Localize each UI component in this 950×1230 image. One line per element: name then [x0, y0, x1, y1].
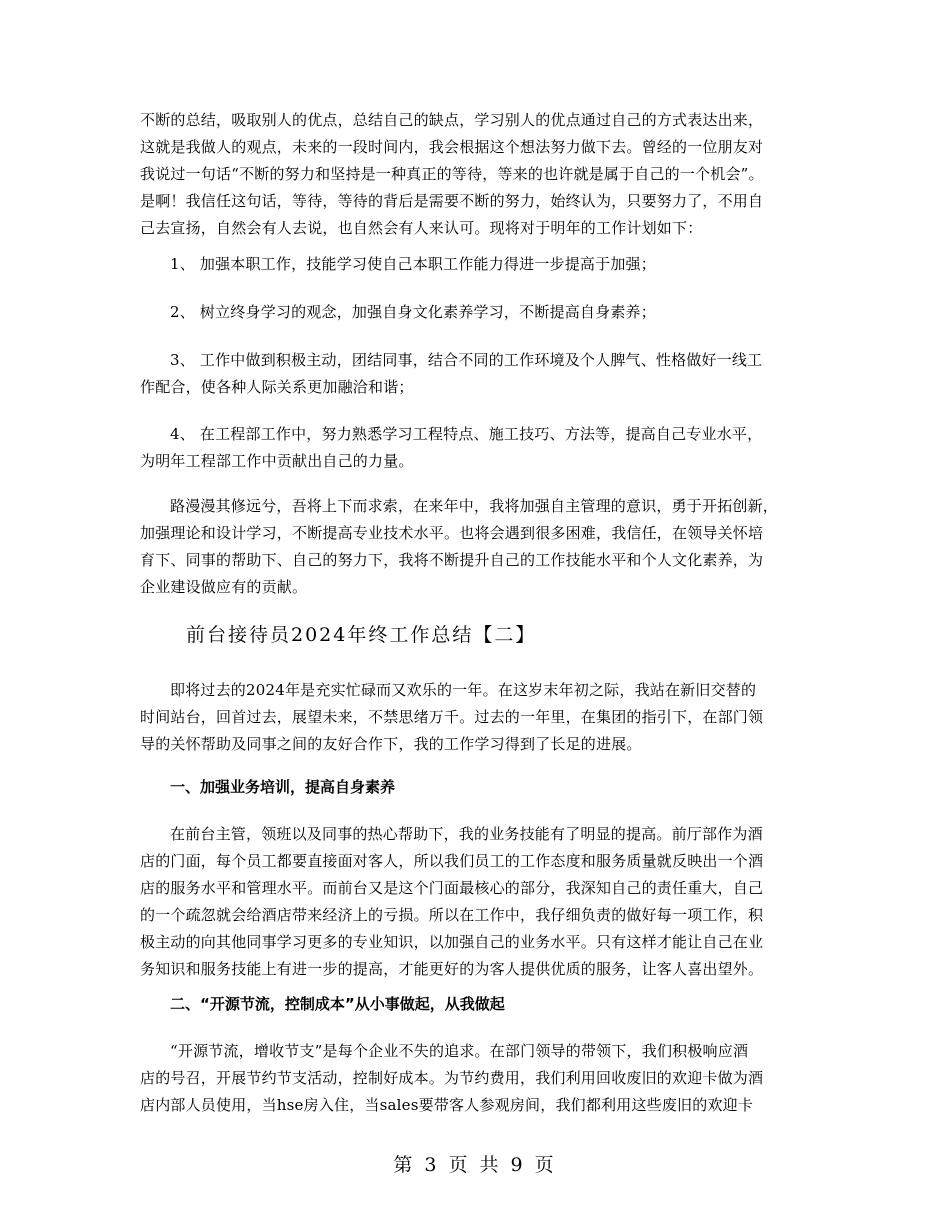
text-line: 店的服务水平和管理水平。而前台又是这个门面最核心的部分，我深知自己的责任重大，自己	[140, 879, 764, 897]
text-line: 在前台主管，领班以及同事的热心帮助下，我的业务技能有了明显的提高。前厅部作为酒	[170, 825, 763, 843]
section-title: 前台接待员2024年终工作总结【二】	[186, 624, 537, 646]
text-line: 的一个疏忽就会给酒店带来经济上的亏损。所以在工作中，我仔细负责的做好每一项工作，积	[140, 906, 764, 924]
text-line: 育下、同事的帮助下、自己的努力下，我将不断提升自己的工作技能水平和个人文化素养，为	[140, 551, 764, 569]
cost-control-paragraph	[140, 1038, 815, 1119]
plan-item-4	[140, 421, 815, 475]
text-line: 2、 树立终身学习的观念，加强自身文化素养学习，不断提高自身素养；	[170, 303, 656, 321]
text-line: 加强理论和设计学习，不断提高专业技术水平。也将会遇到很多困难，我信任，在领导关怀培	[140, 524, 764, 542]
text-line: 不断的总结，吸取别人的优点，总结自己的缺点，学习别人的优点通过自己的方式表达出来，	[140, 111, 764, 129]
text-line: 店内部人员使用，当hse房入住，当sales要带客人参观房间，我们都利用这些废旧的欢迎卡	[140, 1096, 754, 1114]
text-line: 己去宣扬，自然会有人去说，也自然会有人来认可。现将对于明年的工作计划如下：	[140, 219, 703, 237]
intro-paragraph	[140, 107, 815, 242]
closing-paragraph	[140, 493, 815, 601]
text-line: 是啊！我信任这句话，等待，等待的背后是需要不断的努力，始终认为，只要努力了，不用自	[140, 192, 764, 210]
text-line: 时间站台，回首过去，展望未来，不禁思绪万千。过去的一年里，在集团的指引下，在部门领	[140, 708, 764, 726]
plan-item-3	[140, 347, 815, 401]
page-number-footer: 第 3 页 共 9 页	[393, 1154, 557, 1176]
text-line: 店的号召，开展节约节支活动，控制好成本。为节约费用，我们利用回收废旧的欢迎卡做为酒	[140, 1069, 764, 1087]
text-line: 这就是我做人的观点，未来的一段时间内，我会根据这个想法努力做下去。曾经的一位朋友对	[140, 138, 764, 156]
text-line: 为明年工程部工作中贡献出自己的力量。	[140, 452, 414, 470]
training-paragraph	[140, 821, 815, 983]
text-line: 店的门面，每个员工都要直接面对客人，所以我们员工的工作态度和服务质量就反映出一个酒	[140, 852, 764, 870]
text-line: 3、 工作中做到积极主动，团结同事，结合不同的工作环境及个人脾气、性格做好一线工	[170, 351, 763, 369]
text-line: 极主动的向其他同事学习更多的专业知识，以加强自己的业务水平。只有这样才能让自己在业	[140, 933, 764, 951]
subheading-training: 一、加强业务培训，提高自身素养	[170, 778, 396, 796]
text-line: 导的关怀帮助及同事之间的友好合作下，我的工作学习得到了长足的进展。	[140, 735, 642, 753]
text-line: 我说过一句话“不断的努力和坚持是一种真正的等待，等来的也许就是属于自己的一个机会”。	[140, 165, 764, 183]
text-line: “开源节流，增收节支”是每个企业不失的追求。在部门领导的带领下，我们积极响应酒	[170, 1042, 749, 1060]
plan-item-1	[140, 251, 815, 278]
subheading-cost-control: 二、“开源节流，控制成本”从小事做起，从我做起	[170, 995, 505, 1013]
text-line: 即将过去的2024年是充实忙碌而又欢乐的一年。在这岁末年初之际，我站在新旧交替的	[170, 681, 757, 699]
text-line: 作配合，使各种人际关系更加融洽和谐；	[140, 378, 414, 396]
text-line: 路漫漫其修远兮，吾将上下而求索，在来年中，我将加强自主管理的意识，勇于开拓创新，	[170, 497, 779, 515]
text-line: 4、 在工程部工作中，努力熟悉学习工程特点、施工技巧、方法等，提高自己专业水平，	[170, 425, 763, 443]
plan-item-2	[140, 299, 815, 326]
section-intro-paragraph	[140, 677, 815, 758]
text-line: 1、 加强本职工作，技能学习使自己本职工作能力得进一步提高于加强；	[170, 255, 656, 273]
text-line: 企业建设做应有的贡献。	[140, 578, 308, 596]
text-line: 务知识和服务技能上有进一步的提高，才能更好的为客人提供优质的服务，让客人喜出望外。	[140, 960, 764, 978]
